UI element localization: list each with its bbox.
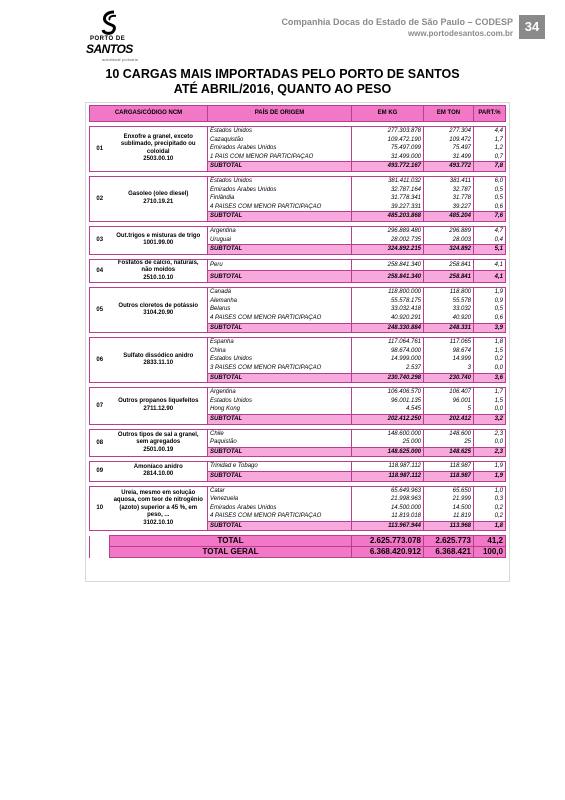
company-name: Companhia Docas do Estado de São Paulo – CODESP [281,17,513,27]
value-kg: 31.778.341 [352,194,424,203]
group-number: 07 [90,388,110,424]
subtotal-kg: 258.841.340 [352,271,424,283]
value-part: 4,4 [474,127,506,136]
value-part: 1,9 [474,462,506,472]
value-part: 0,2 [474,355,506,364]
origin-country: Hong Kong [208,405,352,414]
value-kg: 32.787.164 [352,186,424,195]
value-part: 0,5 [474,186,506,195]
subtotal-ton: 113.968 [424,521,474,531]
value-kg: 25.000 [352,438,424,447]
value-ton: 3 [424,364,474,373]
cargo-ncm-code: 3102.10.10 [143,519,174,526]
cargo-description [110,176,208,221]
origin-country: Emirados Árabes Unidos [208,186,352,195]
group-number: 03 [90,226,110,254]
subtotal-kg: 118.987.112 [352,471,424,481]
subtotal-part: 3,2 [474,414,506,424]
value-kg: 11.819.018 [352,512,424,521]
total-geral-label: TOTAL GERAL [110,547,352,558]
value-kg: 148.600.000 [352,429,424,438]
value-kg: 109.472.190 [352,136,424,145]
subtotal-label: SUBTOTAL [208,245,352,255]
value-part: 0,9 [474,297,506,306]
value-part: 6,0 [474,176,506,185]
origin-country: 4 PAÍSES COM MENOR PARTICIPAÇÃO [208,314,352,323]
subtotal-label: SUBTOTAL [208,373,352,383]
subtotal-part: 5,1 [474,245,506,255]
table-row [90,338,506,347]
value-ton: 65.650 [424,486,474,495]
value-kg: 33.032.418 [352,305,424,314]
cargo-name: Ureia, mesmo em solução aquosa, com teor de nitrogênio (azoto) superior a 45 %, em peso, ... [113,489,203,519]
table-row [90,462,506,472]
value-kg: 117.064.761 [352,338,424,347]
group-number: 04 [90,259,110,283]
origin-country: Trinidad e Tobago [208,462,352,472]
table-row [90,259,506,271]
value-part: 1,2 [474,144,506,153]
table-row [90,226,506,235]
value-ton: 31.778 [424,194,474,203]
group-number: 02 [90,176,110,221]
value-part: 1,9 [474,288,506,297]
subtotal-kg: 485.203.868 [352,212,424,222]
cargo-description [110,127,208,172]
subtotal-part: 7,8 [474,162,506,172]
subtotal-part: 3,6 [474,373,506,383]
value-ton: 31.499 [424,153,474,162]
value-kg: 31.499.000 [352,153,424,162]
table-row [90,176,506,185]
cargo-name: Outros cloretos de potássio [118,302,199,309]
value-kg: 277.303.878 [352,127,424,136]
value-ton: 117.065 [424,338,474,347]
value-ton: 277.304 [424,127,474,136]
subtotal-part: 1,9 [474,471,506,481]
value-ton: 106.407 [424,388,474,397]
value-kg: 2.537 [352,364,424,373]
origin-country: Uruguai [208,236,352,245]
subtotal-kg: 230.740.298 [352,373,424,383]
value-ton: 40.920 [424,314,474,323]
subtotal-label: SUBTOTAL [208,447,352,457]
value-ton: 11.819 [424,512,474,521]
value-kg: 296.889.480 [352,226,424,235]
value-kg: 28.002.735 [352,236,424,245]
subtotal-part: 4,1 [474,271,506,283]
group-number: 06 [90,338,110,383]
cargo-description [110,462,208,481]
origin-country: Catar [208,486,352,495]
total-geral-part: 100,0 [474,547,506,558]
subtotal-ton: 118.987 [424,471,474,481]
subtotal-ton: 248.331 [424,323,474,333]
value-part: 1,5 [474,347,506,356]
origin-country: Estados Unidos [208,397,352,406]
origin-country: Peru [208,259,352,271]
origin-country: China [208,347,352,356]
logo-text-main: SANTOS [86,42,133,56]
value-part: 0,4 [474,236,506,245]
value-part: 0,0 [474,438,506,447]
origin-country: Belarus [208,305,352,314]
header-part: PART.% [474,106,506,122]
value-part: 0,7 [474,153,506,162]
value-ton: 55.578 [424,297,474,306]
value-ton: 118.800 [424,288,474,297]
value-ton: 381.411 [424,176,474,185]
subtotal-part: 1,8 [474,521,506,531]
group-number: 08 [90,429,110,457]
origin-country: 4 PAÍSES COM MENOR PARTICIPAÇÃO [208,203,352,212]
value-ton: 39.227 [424,203,474,212]
value-ton: 148.600 [424,429,474,438]
value-ton: 98.674 [424,347,474,356]
subtotal-label: SUBTOTAL [208,471,352,481]
value-ton: 32.787 [424,186,474,195]
value-kg: 39.227.331 [352,203,424,212]
total-row [90,536,506,547]
total-geral-kg: 6.368.420.912 [352,547,424,558]
group-number: 09 [90,462,110,481]
value-part: 1,8 [474,338,506,347]
table-row [90,288,506,297]
header-kg: EM KG [352,106,424,122]
subtotal-label: SUBTOTAL [208,162,352,172]
value-part: 0,5 [474,194,506,203]
blank-cell [90,547,110,558]
subtotal-ton: 324.892 [424,245,474,255]
cargo-name: Outros propanos liquefeitos [118,398,199,405]
value-kg: 65.649.963 [352,486,424,495]
value-part: 1,0 [474,486,506,495]
cargo-name: Fosfatos de calcio, naturais, não moidos [117,259,199,274]
table-row [90,429,506,438]
subtotal-ton: 202.412 [424,414,474,424]
origin-country: Argentina [208,388,352,397]
value-part: 0,0 [474,405,506,414]
cargo-name: Enxofre a granel, exceto sublimado, precipitado ou coloidal [120,133,196,155]
page-title-line1: 10 CARGAS MAIS IMPORTADAS PELO PORTO DE SANTOS [105,67,460,81]
logo-text-top: PORTO DE [90,36,126,42]
value-ton: 5 [424,405,474,414]
cargo-ncm-code: 2711.12.90 [143,405,174,412]
value-part: 0,6 [474,314,506,323]
value-part: 2,3 [474,429,506,438]
swirl-icon [100,10,120,36]
header-cargo: CARGAS/CÓDIGO NCM [90,106,208,122]
subtotal-kg: 202.412.250 [352,414,424,424]
cargo-description [110,429,208,457]
value-ton: 14.500 [424,504,474,513]
group-number: 10 [90,486,110,531]
value-ton: 25 [424,438,474,447]
subtotal-part: 3,9 [474,323,506,333]
value-ton: 14.999 [424,355,474,364]
cargo-ncm-code: 2710.19.21 [143,198,174,205]
group-number: 01 [90,127,110,172]
value-part: 4,7 [474,226,506,235]
cargo-ncm-code: 3104.20.90 [143,310,174,317]
cargo-ncm-code: 1001.99.00 [143,240,174,247]
value-part: 0,2 [474,512,506,521]
header-ton: EM TON [424,106,474,122]
subtotal-label: SUBTOTAL [208,271,352,283]
origin-country: Canadá [208,288,352,297]
value-part: 0,5 [474,305,506,314]
value-part: 1,5 [474,397,506,406]
value-kg: 21.998.963 [352,495,424,504]
value-kg: 96.001.135 [352,397,424,406]
blank-cell [90,536,110,547]
subtotal-kg: 113.967.944 [352,521,424,531]
company-url[interactable]: www.portodesantos.com.br [407,29,513,38]
logo-text-sub: autoridade portuária [102,57,138,62]
origin-country: Finlândia [208,194,352,203]
porto-santos-logo [80,10,140,68]
value-ton: 109.472 [424,136,474,145]
cargo-ncm-code: 2503.00.10 [143,156,174,163]
value-part: 4,1 [474,259,506,271]
value-part: 0,2 [474,504,506,513]
subtotal-kg: 324.892.215 [352,245,424,255]
value-ton: 75.497 [424,144,474,153]
origin-country: Espanha [208,338,352,347]
table-row [90,486,506,495]
value-kg: 118.800.000 [352,288,424,297]
subtotal-kg: 248.330.884 [352,323,424,333]
subtotal-ton: 485.204 [424,212,474,222]
origin-country: Alemanha [208,297,352,306]
header-pais: PAÍS DE ORIGEM [208,106,352,122]
value-part: 1,7 [474,136,506,145]
total-kg: 2.625.773.078 [352,536,424,547]
cargo-ncm-code: 2814.10.00 [143,471,174,478]
subtotal-part: 2,3 [474,447,506,457]
subtotal-label: SUBTOTAL [208,212,352,222]
origin-country: Emirados Árabes Unidos [208,504,352,513]
origin-country: 1 PAÍS COM MENOR PARTICIPAÇÃO [208,153,352,162]
subtotal-ton: 230.740 [424,373,474,383]
origin-country: Emirados Árabes Unidos [208,144,352,153]
cargo-name: Out.trigos e misturas de trigo [116,232,201,239]
value-part: 1,7 [474,388,506,397]
value-ton: 21.999 [424,495,474,504]
value-part: 0,3 [474,495,506,504]
cargo-name: Gasoleo (oleo diesel) [128,191,189,198]
subtotal-kg: 493.772.167 [352,162,424,172]
subtotal-ton: 258.841 [424,271,474,283]
total-geral-row [90,547,506,558]
value-ton: 96.001 [424,397,474,406]
subtotal-part: 7,6 [474,212,506,222]
total-label: TOTAL [110,536,352,547]
cargo-name: Sulfato dissódico anidro [123,352,194,359]
value-kg: 40.920.291 [352,314,424,323]
table-row [90,127,506,136]
cargo-description [110,486,208,531]
subtotal-label: SUBTOTAL [208,414,352,424]
value-kg: 14.999.000 [352,355,424,364]
cargo-ncm-code: 2501.00.19 [143,446,174,453]
subtotal-ton: 148.625 [424,447,474,457]
cargo-ncm-code: 2510.10.10 [143,274,174,281]
origin-country: Estados Unidos [208,127,352,136]
value-kg: 75.497.099 [352,144,424,153]
origin-country: Chile [208,429,352,438]
subtotal-ton: 493.772 [424,162,474,172]
value-ton: 258.841 [424,259,474,271]
table-row [90,388,506,397]
value-ton: 28.003 [424,236,474,245]
value-kg: 118.987.112 [352,462,424,472]
group-number: 05 [90,288,110,333]
value-kg: 98.674.000 [352,347,424,356]
page-number: 34 [519,15,545,39]
subtotal-label: SUBTOTAL [208,323,352,333]
origin-country: 4 PAÍSES COM MENOR PARTICIPAÇÃO [208,512,352,521]
cargo-description [110,259,208,283]
value-ton: 33.032 [424,305,474,314]
value-part: 0,6 [474,203,506,212]
origin-country: 3 PAÍSES COM MENOR PARTICIPAÇÃO [208,364,352,373]
value-kg: 381.411.032 [352,176,424,185]
value-ton: 296.889 [424,226,474,235]
value-kg: 258.841.340 [352,259,424,271]
total-geral-ton: 6.368.421 [424,547,474,558]
value-kg: 4.545 [352,405,424,414]
cargo-description [110,226,208,254]
origin-country: Paquistão [208,438,352,447]
total-part: 41,2 [474,536,506,547]
cargo-description [110,338,208,383]
cargo-ncm-code: 2833.11.10 [143,360,174,367]
cargo-name: Amoníaco anidro [133,463,183,470]
page-title-line2: ATÉ ABRIL/2016, QUANTO AO PESO [173,82,392,96]
cargo-description [110,388,208,424]
value-kg: 106.406.570 [352,388,424,397]
origin-country: Venezuela [208,495,352,504]
value-kg: 14.500.000 [352,504,424,513]
origin-country: Estados Unidos [208,355,352,364]
total-ton: 2.625.773 [424,536,474,547]
subtotal-label: SUBTOTAL [208,521,352,531]
cargo-description [110,288,208,333]
subtotal-kg: 148.625.000 [352,447,424,457]
cargo-name: Outros tipos de sal a granel, sem agregados [117,431,199,446]
origin-country: Cazaquistão [208,136,352,145]
value-part: 0,0 [474,364,506,373]
value-ton: 118.987 [424,462,474,472]
table-header-row [90,106,506,122]
origin-country: Argentina [208,226,352,235]
imports-table [89,105,506,558]
origin-country: Estados Unidos [208,176,352,185]
value-kg: 55.578.175 [352,297,424,306]
